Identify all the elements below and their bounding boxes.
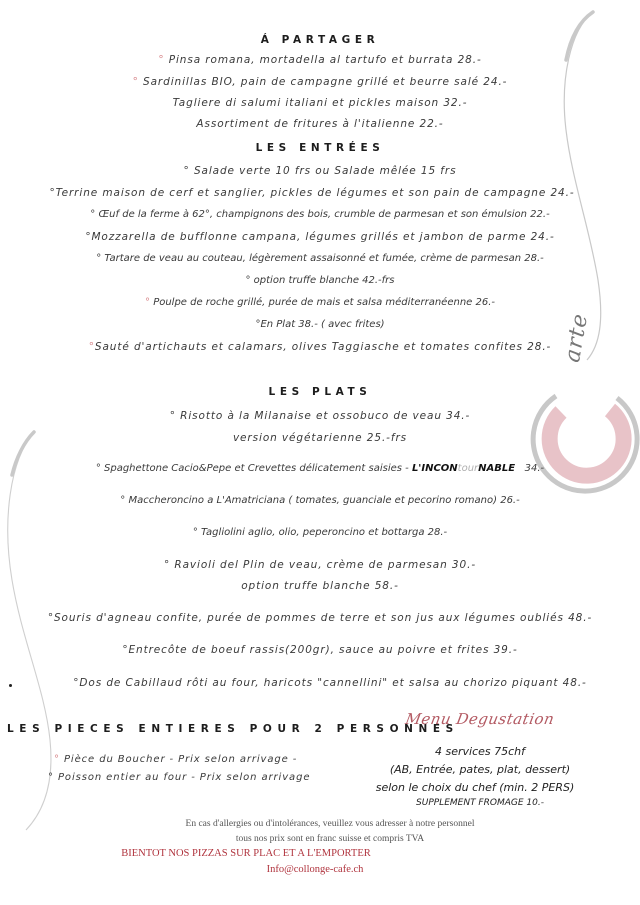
bullet-icon: °	[145, 297, 150, 308]
degustation-line: selon le choix du chef (min. 2 PERS)	[375, 781, 575, 794]
degustation-title: Menu Degustation	[404, 710, 556, 728]
bullet-icon: °	[49, 187, 56, 199]
section-title-partager: Á PARTAGER	[260, 34, 380, 46]
allergy-notice: En cas d'allergies ou d'intolérances, veuillez vous adresser à notre personnel	[185, 819, 475, 829]
menu-item: ° Poisson entier au four - Prix selon arrivage	[48, 772, 311, 783]
bullet-icon: °	[88, 341, 95, 353]
menu-item: ° Pinsa romana, mortadella al tartufo et burrata 28.-	[158, 54, 482, 66]
bullet-icon: °	[54, 754, 60, 765]
section-title-plats: LES PLATS	[268, 386, 372, 398]
bullet-icon: °	[48, 772, 54, 783]
section-title-pieces: LES PIECES ENTIERES POUR 2 PERSONNES	[7, 723, 459, 735]
contact-email[interactable]: Info@collonge-cafe.ch	[266, 864, 364, 875]
menu-item: ° Œuf de la ferme à 62°, champignons des bois, crumble de parmesan et son émulsion 22.-	[90, 209, 550, 220]
degustation-supplement: SUPPLEMENT FROMAGE 10.-	[416, 798, 544, 808]
menu-item: °Entrecôte de boeuf rassis(200gr), sauce au poivre et frites 39.-	[122, 644, 518, 656]
bullet-icon: °	[255, 319, 261, 330]
menu-item: ° Tagliolini aglio, olio, peperoncino et bottarga 28.-	[192, 527, 448, 538]
bullet-icon: °	[73, 677, 80, 689]
bullet-icon: °	[183, 165, 190, 177]
menu-item: ° Sardinillas BIO, pain de campagne grillé et beurre salé 24.-	[132, 76, 508, 88]
menu-item: option truffe blanche 58.-	[241, 580, 399, 592]
menu-item: ° Risotto à la Milanaise et ossobuco de veau 34.-	[169, 410, 471, 422]
logo-script-text: arte	[560, 311, 594, 365]
menu-item: ° Maccheroncino a L'Amatriciana ( tomates, guanciale et pecorino romano) 26.-	[120, 495, 520, 506]
price-notice: tous nos prix sont en franc suisse et compris TVA	[235, 834, 425, 844]
degustation-line: (AB, Entrée, pates, plat, dessert)	[389, 763, 571, 776]
bullet-icon: °	[122, 644, 129, 656]
menu-item: °Sauté d'artichauts et calamars, olives Taggiasche et tomates confites 28.-	[88, 341, 552, 353]
menu-item: ° Spaghettone Cacio&Pepe et Crevettes délicatement saisies - L'INCONtourNABLE 34.-	[95, 463, 545, 474]
bullet-icon: °	[163, 559, 171, 571]
section-title-entrees: LES ENTRÉES	[255, 142, 385, 154]
menu-item: ° Poulpe de roche grillé, purée de mais et salsa méditerranéenne 26.-	[145, 297, 495, 308]
menu-item: ° Salade verte 10 frs ou Salade mêlée 15 frs	[183, 165, 457, 177]
bullet-icon: °	[85, 231, 92, 243]
bullet-icon: °	[132, 76, 139, 88]
bullet-icon: °	[96, 253, 102, 264]
bullet-icon: °	[47, 612, 54, 624]
menu-item: °En Plat 38.- ( avec frites)	[255, 319, 385, 330]
menu-item: °Terrine maison de cerf et sanglier, pickles de légumes et son pain de campagne 24.-	[49, 187, 575, 199]
signature-tag: L'INCON	[411, 463, 458, 474]
bullet-icon: °	[120, 495, 126, 506]
menu-item: ° Pièce du Boucher - Prix selon arrivage -	[54, 754, 298, 765]
menu-item: °Mozzarella de bufflonne campana, légumes grillés et jambon de parme 24.-	[85, 231, 555, 243]
degustation-line: 4 services 75chf	[434, 745, 525, 758]
bullet-icon: °	[90, 209, 96, 220]
menu-item: ° Tartare de veau au couteau, légèrement assaisonné et fumée, crème de parmesan 28.-	[96, 253, 544, 264]
menu-item: ° Ravioli del Plin de veau, crème de parmesan 30.-	[163, 559, 477, 571]
menu-item: Tagliere di salumi italiani et pickles maison 32.-	[172, 97, 468, 109]
menu-item: °Souris d'agneau confite, purée de pommes de terre et son jus aux légumes oubliés 48.-	[47, 612, 593, 624]
pizza-announcement: BIENTOT NOS PIZZAS SUR PLAC ET A L'EMPORTER	[121, 848, 371, 859]
menu-item: °Dos de Cabillaud rôti au four, haricots "cannellini" et salsa au chorizo piquant 48.-	[73, 677, 587, 689]
menu-item: Assortiment de fritures à l'italienne 22.-	[196, 118, 444, 130]
bullet-icon: °	[169, 410, 176, 422]
bullet-icon: °	[95, 463, 101, 474]
bullet-icon: °	[192, 527, 198, 538]
menu-item: ° option truffe blanche 42.-frs	[245, 275, 395, 286]
menu-item: version végétarienne 25.-frs	[232, 432, 408, 444]
bullet-icon: °	[245, 275, 251, 286]
bullet-icon: °	[158, 54, 165, 66]
